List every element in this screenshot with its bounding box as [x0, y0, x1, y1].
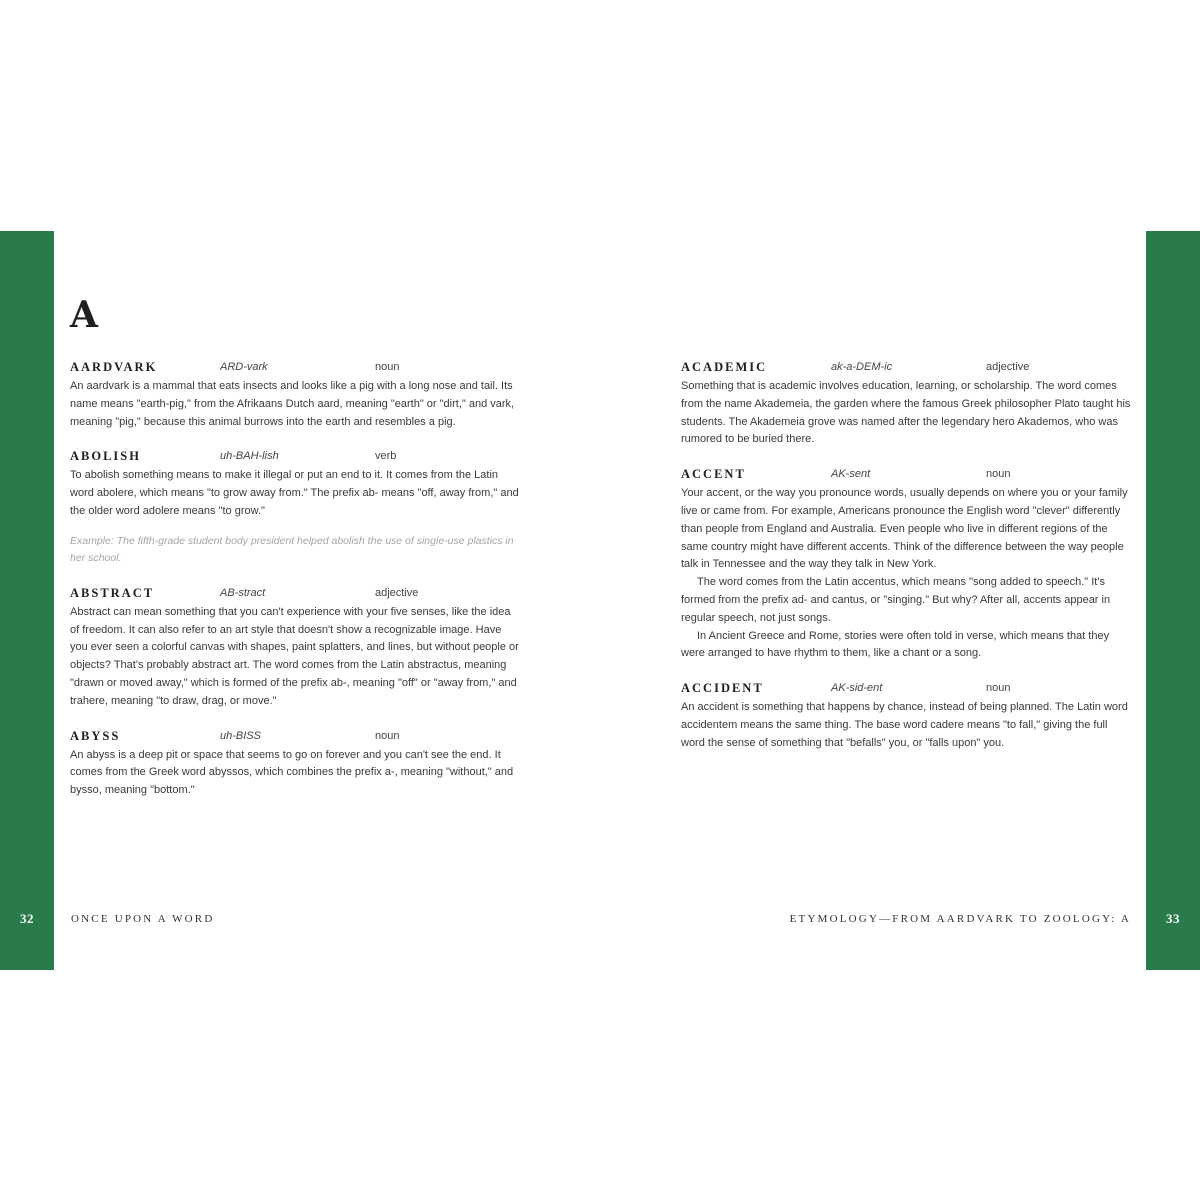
entry-definition: [70, 747, 520, 800]
definition-paragraph: An accident is something that happens by chance, instead of being planned. The Latin word accidentem means the same thing. The base word cadere means "to fall," giving the full word the sense of something that "befalls" you, or "falls upon" you.: [681, 701, 1128, 749]
entry-head: [681, 681, 1131, 699]
entry-word: ACCIDENT: [681, 681, 764, 696]
definition-paragraph: The word comes from the Latin accentus, which means "song added to speech." It's formed from the prefix ad- and cantus, or "singing." But why? After all, accents appear in regular speech, not just songs.: [681, 576, 1111, 624]
entry-academic: [681, 360, 1131, 449]
entry-pronunciation: AK-sent: [831, 468, 871, 481]
entry-definition: [681, 378, 1131, 449]
entry-pronunciation: ak-a-DEM-ic: [831, 361, 893, 373]
book-spread: [0, 231, 1200, 970]
entry-pronunciation: AB-stract: [220, 586, 266, 599]
entry-word: ACCENT: [681, 467, 746, 482]
left-page-number: 32: [20, 911, 34, 926]
entry-abyss: [70, 729, 520, 800]
entry-part-of-speech: noun: [375, 729, 400, 742]
entry-definition: [681, 485, 1131, 663]
definition-paragraph: Something that is academic involves education, learning, or scholarship. The word comes from the name Akademeia, the garden where the famous Greek philosopher Plato taught his students. The Akademeia grove was named after the legendary hero Akademos, who was rumored to be buried there.: [681, 380, 1131, 446]
definition-paragraph: An abyss is a deep pit or space that seems to go on forever and you can't see the end. It comes from the Greek word abyssos, which combines the prefix a-, meaning "without," and bysso, meaning "bottom.": [70, 748, 514, 797]
entry-pronunciation: uh-BISS: [220, 729, 261, 742]
entry-head: [681, 467, 1131, 485]
left-page-entries: [70, 360, 520, 818]
entry-part-of-speech: verb: [375, 450, 397, 463]
entry-word: ABOLISH: [70, 449, 141, 464]
entry-definition: [70, 604, 520, 711]
definition-paragraph: Your accent, or the way you pronounce words, usually depends on where you or your family live or came from. For example, Americans pronounce the English word "clever" differently than people from England and Australia. Even people who live in different regions of the same country might have different accents. Think of the difference between the way people talk in Tennessee and the way they talk in New York.: [681, 487, 1128, 571]
entry-head: [70, 729, 520, 747]
entry-abolish: [70, 449, 520, 567]
entry-pronunciation: uh-BAH-lish: [220, 450, 279, 463]
definition-paragraph: To abolish something means to make it illegal or put an end to it. It comes from the Latin word abolere, which means "to grow away from." The prefix ab- means "off, away from," and the older word adolere means "to grow.": [70, 469, 519, 517]
entry-word: ACADEMIC: [681, 360, 768, 374]
entry-accent: [681, 467, 1131, 663]
entry-part-of-speech: noun: [986, 468, 1011, 481]
entry-part-of-speech: adjective: [986, 361, 1030, 373]
definition-paragraph: Abstract can mean something that you can't experience with your five senses, like the idea of freedom. It can also refer to an art style that doesn't show a recognizable image. Have you ever seen a colorful canvas with shapes, paint splatters, and lines, but without people or objects? That's probably abstract art. The word comes from the Latin abstractus, meaning "drawn or moved away," which is formed of the prefix ab-, meaning "off" or "away from," and trahere, meaning "to draw, drag, or move.": [70, 605, 519, 707]
entry-head: [70, 449, 520, 467]
entry-head: [70, 360, 520, 378]
left-page-band: [0, 231, 54, 970]
entry-aardvark: [70, 360, 520, 431]
section-letter: A: [70, 294, 98, 336]
right-page-band: [1146, 231, 1200, 970]
left-running-head: ONCE UPON A WORD: [71, 913, 215, 925]
entry-part-of-speech: noun: [986, 682, 1011, 695]
right-page-entries: [681, 360, 1131, 771]
definition-paragraph: In Ancient Greece and Rome, stories were often told in verse, which means that they were arranged to have rhythm to them, like a chant or a song.: [681, 629, 1110, 660]
entry-abstract: [70, 586, 520, 711]
entry-definition: [70, 467, 520, 520]
right-running-head: ETYMOLOGY—FROM AARDVARK TO ZOOLOGY: A: [789, 913, 1131, 925]
entry-part-of-speech: adjective: [375, 586, 419, 599]
entry-definition: [70, 378, 520, 431]
right-page-number: 33: [1166, 911, 1180, 926]
entry-accident: [681, 681, 1131, 752]
entry-head: [70, 586, 520, 604]
entry-part-of-speech: noun: [375, 361, 400, 373]
entry-pronunciation: ARD-vark: [220, 361, 268, 373]
definition-paragraph: An aardvark is a mammal that eats insects and looks like a pig with a long nose and tail. Its name means "earth-pig," from the Afrikaans Dutch aard, meaning "earth" or "dirt," and vark, meaning "pig," because this animal burrows into the earth and resembles a pig.: [70, 380, 515, 428]
entry-word: AARDVARK: [70, 360, 158, 374]
entry-example: Example: The fifth-grade student body president helped abolish the use of single-use plastics in her school.: [70, 534, 514, 565]
entry-definition: [681, 699, 1131, 752]
entry-pronunciation: AK-sid-ent: [831, 682, 883, 695]
entry-word: ABSTRACT: [70, 585, 155, 600]
entry-word: ABYSS: [70, 728, 121, 743]
entry-head: [681, 360, 1131, 378]
